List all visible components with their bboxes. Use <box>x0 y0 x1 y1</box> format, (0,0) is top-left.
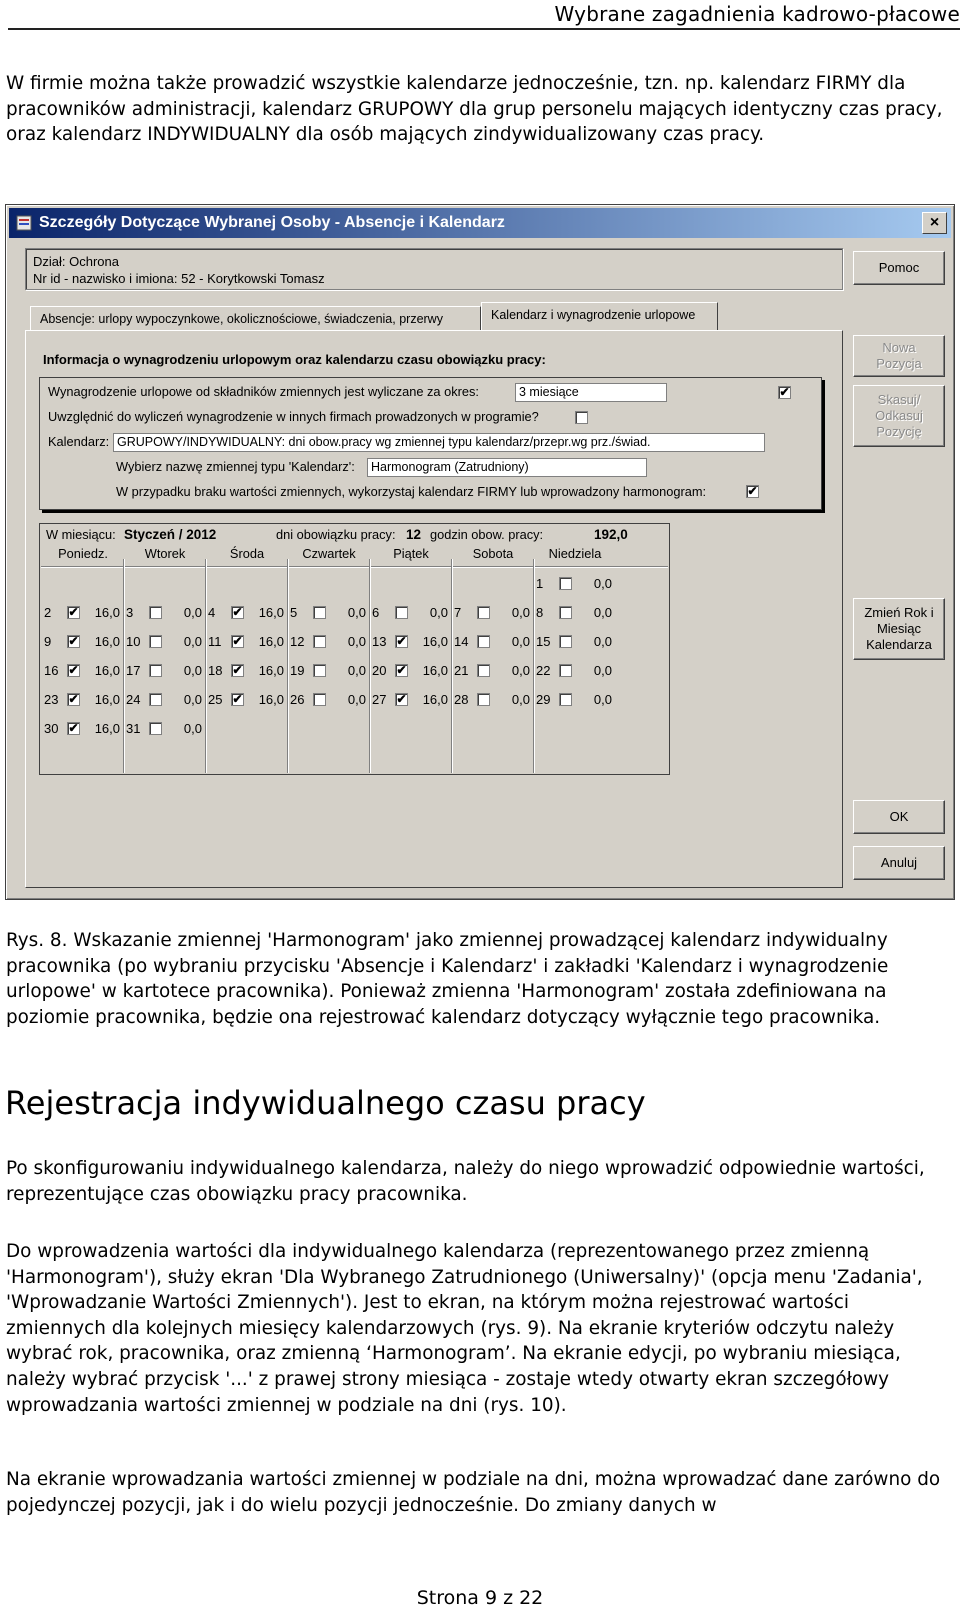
settings-box <box>39 377 822 510</box>
section-title: Informacja o wynagrodzeniu urlopowym oraz kalendarzu czasu obowiązku pracy: <box>43 352 546 367</box>
day-number: 15 <box>536 634 551 649</box>
tab-calendar[interactable]: Kalendarz i wynagrodzenie urlopowe <box>481 302 718 330</box>
day-cell <box>452 661 534 681</box>
day-checkbox[interactable] <box>313 664 326 677</box>
day-number: 17 <box>126 663 141 678</box>
day-hours: 0,0 <box>593 576 612 591</box>
section-heading: Rejestracja indywidualnego czasu pracy <box>5 1084 646 1122</box>
day-number: 11 <box>208 634 222 649</box>
day-checkbox[interactable]: ✔ <box>68 663 79 677</box>
day-number: 9 <box>44 634 52 649</box>
day-number: 3 <box>126 605 134 620</box>
day-number: 19 <box>290 663 305 678</box>
day-number: 20 <box>372 663 387 678</box>
day-hours: 0,0 <box>511 663 530 678</box>
day-checkbox[interactable]: ✔ <box>232 634 243 648</box>
ok-button[interactable]: OK <box>853 800 945 834</box>
day-number: 27 <box>372 692 387 707</box>
day-checkbox[interactable] <box>477 635 490 648</box>
day-number: 23 <box>44 692 59 707</box>
period-select[interactable]: 3 miesiące <box>515 383 667 402</box>
day-hours: 16,0 <box>94 721 120 736</box>
day-cell <box>452 690 534 710</box>
day-cell <box>288 632 370 652</box>
weekday-separator <box>41 566 668 568</box>
day-cell <box>370 603 452 623</box>
day-cell <box>534 632 616 652</box>
day-number: 1 <box>536 576 544 591</box>
department-label: Dział: Ochrona <box>33 254 119 269</box>
day-number: 5 <box>290 605 298 620</box>
day-hours: 0,0 <box>347 692 366 707</box>
day-number: 10 <box>126 634 141 649</box>
day-checkbox[interactable] <box>149 664 162 677</box>
day-number: 21 <box>454 663 469 678</box>
paragraph-3: Na ekranie wprowadzania wartości zmiennej w podziale na dni, można wprowadzać dane zarówno do pojedynczej pozycji, jak i do wielu pozycji jednocześnie. Do zmiany danych w <box>6 1469 941 1516</box>
day-checkbox[interactable] <box>559 577 572 590</box>
day-number: 30 <box>44 721 59 736</box>
day-number: 26 <box>290 692 305 707</box>
app-icon <box>16 215 32 231</box>
calendar-grid <box>39 523 670 775</box>
paragraph-2: Do wprowadzenia wartości dla indywidualnego kalendarza (reprezentowanego przez zmienną 'Harmonogram'), służy ekran 'Dla Wybranego Zatrudnionego (Uniwersalny)' (opcja menu 'Zadania', 'Wprowadzanie Wartości Zmiennych'). Jest to ekran, na którym można rejestrować wartości zmiennych dla kolejnych miesięcy kalendarzowych (rys. 9). Na ekranie kryteriów odczytu należy wybrać rok, pracownika, oraz zmienną ‘Harmonogram’. Na ekranie edycji, po wybraniu miesiąca, należy wybrać przycisk '...' z prawej strony miesiąca - zostaje wtedy otwarty ekran szczegółowy wprowadzania wartości zmiennej w podziale na dni (rys. 10). <box>6 1241 923 1416</box>
day-checkbox[interactable] <box>559 635 572 648</box>
day-cell <box>206 603 288 623</box>
day-hours: 16,0 <box>94 663 120 678</box>
employee-info <box>25 248 843 290</box>
day-cell <box>288 690 370 710</box>
hours-label: godzin obow. pracy: <box>430 527 544 542</box>
day-hours: 0,0 <box>511 605 530 620</box>
day-number: 7 <box>454 605 462 620</box>
day-cell <box>42 690 124 710</box>
cancel-button[interactable]: Anuluj <box>853 846 945 880</box>
day-checkbox[interactable] <box>477 606 490 619</box>
day-hours: 16,0 <box>258 663 284 678</box>
day-checkbox[interactable] <box>149 722 162 735</box>
day-hours: 0,0 <box>429 605 448 620</box>
day-hours: 16,0 <box>94 692 120 707</box>
day-checkbox[interactable]: ✔ <box>232 692 243 706</box>
day-hours: 0,0 <box>511 692 530 707</box>
other-firms-checkbox[interactable] <box>575 411 588 424</box>
weekday-header: Piątek <box>393 546 429 561</box>
day-number: 24 <box>126 692 141 707</box>
day-cell <box>534 574 616 594</box>
day-hours: 0,0 <box>347 663 366 678</box>
day-cell <box>124 632 206 652</box>
day-cell <box>534 661 616 681</box>
day-number: 6 <box>372 605 380 620</box>
day-hours: 16,0 <box>94 634 120 649</box>
weekday-header: Sobota <box>472 546 514 561</box>
day-cell <box>370 632 452 652</box>
day-number: 25 <box>208 692 223 707</box>
day-checkbox[interactable] <box>149 635 162 648</box>
day-hours: 0,0 <box>347 605 366 620</box>
weekday-header: Czwartek <box>302 546 356 561</box>
running-header: Wybrane zagadnienia kadrowo-płacowe <box>8 0 960 30</box>
delete-item-button[interactable]: Skasuj/ Odkasuj Pozycję <box>853 385 945 447</box>
day-checkbox[interactable]: ✔ <box>232 663 243 677</box>
day-cell <box>452 603 534 623</box>
variable-select[interactable]: Harmonogram (Zatrudniony) <box>367 458 647 477</box>
day-cell <box>370 690 452 710</box>
day-cell <box>452 632 534 652</box>
employee-label: Nr id - nazwisko i imiona: 52 - Korytkowski Tomasz <box>33 271 325 286</box>
day-number: 18 <box>208 663 223 678</box>
day-hours: 0,0 <box>593 663 612 678</box>
paragraph-1: Po skonfigurowaniu indywidualnego kalendarza, należy do niego wprowadzić odpowiednie wartości, reprezentujące czas obowiązku pracy pracownika. <box>6 1158 925 1205</box>
workdays-value: 12 <box>406 527 422 542</box>
hours-value: 192,0 <box>594 527 628 542</box>
period-label: Wynagrodzenie urlopowe od składników zmiennych jest wyliczane za okres: <box>48 384 479 399</box>
day-cell <box>206 661 288 681</box>
day-checkbox[interactable]: ✔ <box>232 605 243 619</box>
day-checkbox[interactable] <box>559 664 572 677</box>
change-month-button[interactable]: Zmień Rok i Miesiąc Kalendarza <box>853 598 945 660</box>
day-cell <box>370 661 452 681</box>
day-checkbox[interactable] <box>477 693 490 706</box>
dialog-title: Szczegóły Dotyczące Wybranej Osoby - Absencje i Kalendarz <box>39 214 505 231</box>
day-cell <box>534 690 616 710</box>
page-number: Strona 9 z 22 <box>416 1587 544 1609</box>
day-checkbox[interactable] <box>313 606 326 619</box>
day-checkbox[interactable] <box>559 606 572 619</box>
day-cell <box>42 661 124 681</box>
day-checkbox[interactable]: ✔ <box>68 721 79 735</box>
new-item-button[interactable]: Nowa Pozycja <box>853 335 945 377</box>
day-number: 31 <box>126 721 141 736</box>
month-label: W miesiącu: <box>46 527 116 542</box>
day-hours: 16,0 <box>258 605 284 620</box>
day-hours: 16,0 <box>422 634 448 649</box>
day-checkbox[interactable]: ✔ <box>396 663 407 677</box>
day-number: 14 <box>454 634 469 649</box>
day-hours: 0,0 <box>593 605 612 620</box>
day-number: 8 <box>536 605 544 620</box>
day-number: 13 <box>372 634 387 649</box>
day-hours: 0,0 <box>183 721 202 736</box>
intro-paragraph: W firmie można także prowadzić wszystkie kalendarze jednocześnie, tzn. np. kalendarz FIRMY dla pracowników administracji, kalendarz GRUPOWY dla grup personelu mających identyczny czas pracy, oraz kalendarz INDYWIDUALNY dla osób mających zindywidualizowany czas pracy. <box>6 73 943 146</box>
day-cell <box>124 603 206 623</box>
weekday-header: Niedziela <box>548 546 602 561</box>
day-hours: 0,0 <box>511 634 530 649</box>
day-number: 28 <box>454 692 469 707</box>
fallback-checkbox[interactable]: ✔ <box>747 484 758 498</box>
help-button[interactable]: Pomoc <box>853 251 945 285</box>
weekday-header: Poniedz. <box>58 546 108 561</box>
day-checkbox[interactable] <box>477 664 490 677</box>
day-cell <box>42 719 124 739</box>
calendar-select[interactable]: GRUPOWY/INDYWIDUALNY: dni obow.pracy wg zmiennej typu kalendarz/przepr.wg prz./świad. <box>113 433 765 452</box>
day-hours: 0,0 <box>593 634 612 649</box>
day-number: 4 <box>208 605 216 620</box>
dialog-titlebar <box>9 208 951 238</box>
other-firms-label: Uwzględnić do wyliczeń wynagrodzenie w innych firmach prowadzonych w programie? <box>48 409 539 424</box>
day-checkbox[interactable]: ✔ <box>68 605 79 619</box>
dialog-window <box>5 204 955 900</box>
weekday-header: Wtorek <box>144 546 186 561</box>
day-hours: 0,0 <box>183 663 202 678</box>
day-hours: 0,0 <box>183 605 202 620</box>
day-cell <box>124 719 206 739</box>
day-cell <box>124 661 206 681</box>
day-hours: 0,0 <box>593 692 612 707</box>
day-checkbox[interactable] <box>313 693 326 706</box>
day-number: 22 <box>536 663 551 678</box>
day-checkbox[interactable]: ✔ <box>68 634 79 648</box>
day-cell <box>288 661 370 681</box>
day-hours: 16,0 <box>422 663 448 678</box>
workdays-label: dni obowiązku pracy: <box>276 527 396 542</box>
day-checkbox[interactable] <box>395 606 408 619</box>
day-number: 29 <box>536 692 551 707</box>
day-cell <box>42 603 124 623</box>
day-hours: 0,0 <box>183 692 202 707</box>
day-cell <box>534 603 616 623</box>
day-checkbox[interactable] <box>313 635 326 648</box>
weekday-header: Środa <box>229 546 265 561</box>
day-cell <box>124 690 206 710</box>
fallback-label: W przypadku braku wartości zmiennych, wykorzystaj kalendarz FIRMY lub wprowadzony harmonogram: <box>116 484 707 499</box>
day-hours: 16,0 <box>258 692 284 707</box>
calendar-label: Kalendarz: <box>48 434 110 449</box>
day-number: 16 <box>44 663 59 678</box>
day-checkbox[interactable]: ✔ <box>396 692 407 706</box>
day-checkbox[interactable] <box>149 606 162 619</box>
close-icon[interactable]: × <box>922 212 947 234</box>
variable-label: Wybierz nazwę zmiennej typu 'Kalendarz': <box>116 459 355 474</box>
day-hours: 16,0 <box>422 692 448 707</box>
period-checkbox[interactable]: ✔ <box>779 385 790 399</box>
figure-caption: Rys. 8. Wskazanie zmiennej 'Harmonogram' jako zmiennej prowadzącej kalendarz indywidualny pracownika (po wybraniu przycisku 'Absencje i Kalendarz' i zakładki 'Kalendarz i wynagrodzenie urlopowe' w kartotece pracownika). Ponieważ zmienna 'Harmonogram' została zdefiniowana na poziomie pracownika, będzie ona rejestrować kalendarz dotyczący wyłącznie tego pracownika. <box>6 930 889 1028</box>
day-number: 12 <box>290 634 305 649</box>
day-hours: 16,0 <box>258 634 284 649</box>
day-cell <box>288 603 370 623</box>
day-checkbox[interactable] <box>559 693 572 706</box>
day-checkbox[interactable]: ✔ <box>68 692 79 706</box>
tab-absences[interactable]: Absencje: urlopy wypoczynkowe, okolicznościowe, świadczenia, przerwy <box>30 306 481 330</box>
day-checkbox[interactable]: ✔ <box>396 634 407 648</box>
day-hours: 16,0 <box>94 605 120 620</box>
day-cell <box>42 632 124 652</box>
day-checkbox[interactable] <box>149 693 162 706</box>
day-cell <box>206 632 288 652</box>
day-number: 2 <box>44 605 52 620</box>
day-cell <box>206 690 288 710</box>
day-hours: 0,0 <box>347 634 366 649</box>
month-value: Styczeń / 2012 <box>124 527 217 542</box>
day-hours: 0,0 <box>183 634 202 649</box>
